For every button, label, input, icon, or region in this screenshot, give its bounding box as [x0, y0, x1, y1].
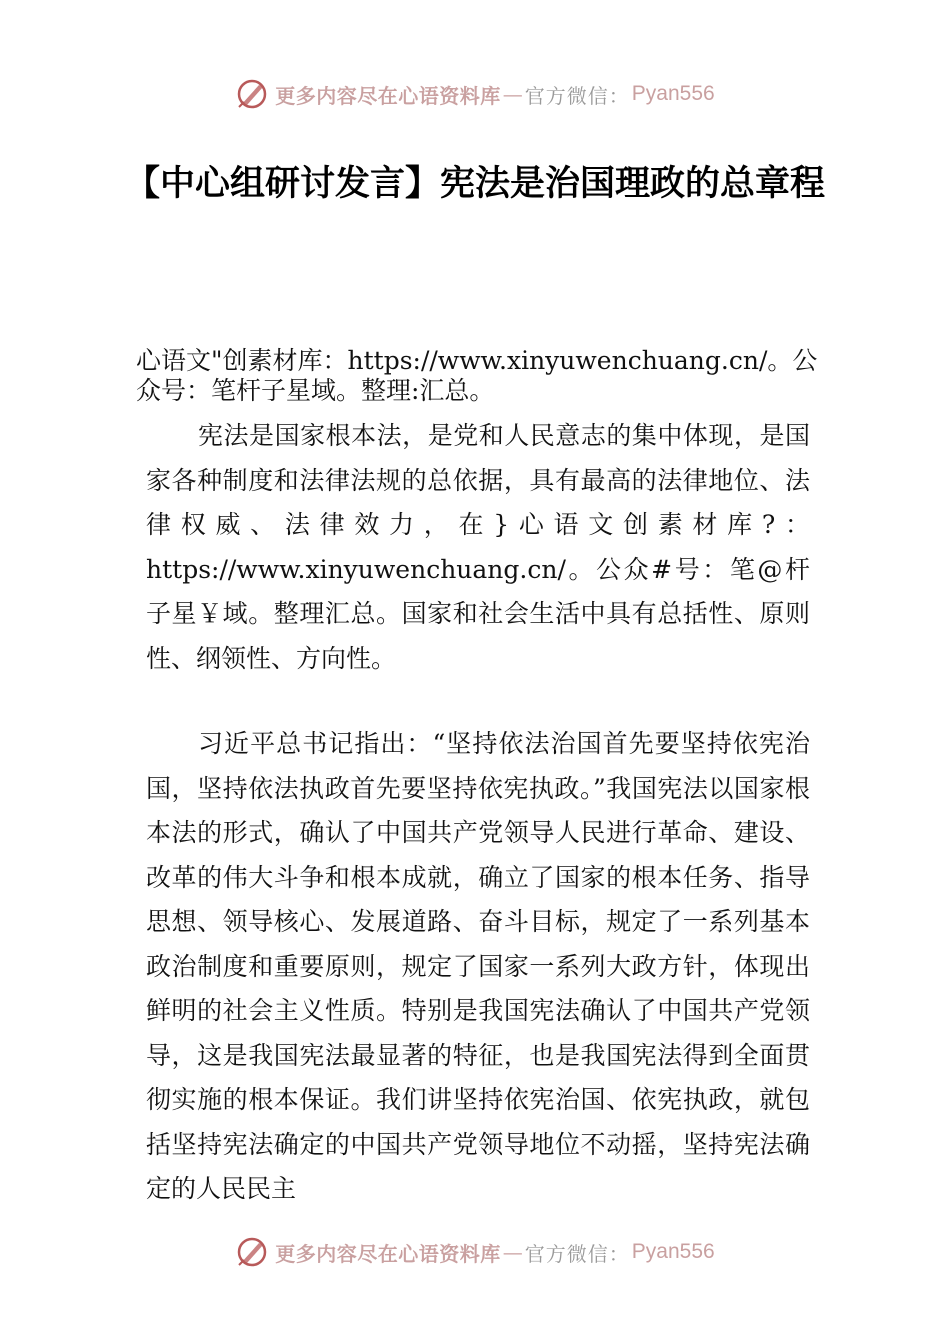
watermark-header — [0, 74, 950, 114]
watermark-wechat-label: 官方微信： — [524, 83, 630, 108]
body-paragraph-1: 宪法是国家根本法，是党和人民意志的集中体现，是国家各种制度和法律法规的总依据，具有最高的法律地位、法律权威、法律效力，在}心语文创素材库?：https://www.xinyuwenchuang.cn/。公众#号：笔@杆子星￥域。整理汇总。国家和社会生活中具有总括性、原则性、纲领性、方向性。 — [146, 421, 810, 673]
pen-logo-icon — [235, 77, 269, 111]
watermark-wechat-id: Pyan556 — [631, 1240, 715, 1263]
body-paragraph-2: 习近平总书记指出：“坚持依法治国首先要坚持依宪治国，坚持依法执政首先要坚持依宪执政。”我国宪法以国家根本法的形式，确认了中国共产党领导人民进行革命、建设、改革的伟大斗争和根本成就，确立了国家的根本任务、指导思想、领导核心、发展道路、奋斗目标，规定了一系列基本政治制度和重要原则，规定了国家一系列大政方针，体现出鲜明的社会主义性质。特别是我国宪法确认了中国共产党领导，这是我国宪法最显著的特征，也是我国宪法得到全面贯彻实施的根本保证。我们讲坚持依宪治国、依宪执政，就包括坚持宪法确定的中国共产党领导地位不动摇，坚持宪法确定的人民民主 — [146, 729, 810, 1203]
watermark-brand: 更多内容尽在心语资料库 — [275, 83, 501, 108]
watermark-footer — [0, 1232, 950, 1272]
watermark-wechat-label: 官方微信： — [524, 1241, 630, 1266]
watermark-separator: — — [502, 82, 523, 106]
pen-logo-icon — [235, 1235, 269, 1269]
watermark-separator: — — [502, 1240, 523, 1264]
source-meta-line: 心语文"创素材库：https://www.xinyuwenchuang.cn/。公众号：笔杆子星域。整理:汇总。 — [136, 346, 818, 405]
watermark-wechat-id: Pyan556 — [631, 82, 715, 105]
document-title: 【中心组研讨发言】宪法是治国理政的总章程 — [124, 164, 825, 204]
watermark-brand: 更多内容尽在心语资料库 — [275, 1241, 501, 1266]
